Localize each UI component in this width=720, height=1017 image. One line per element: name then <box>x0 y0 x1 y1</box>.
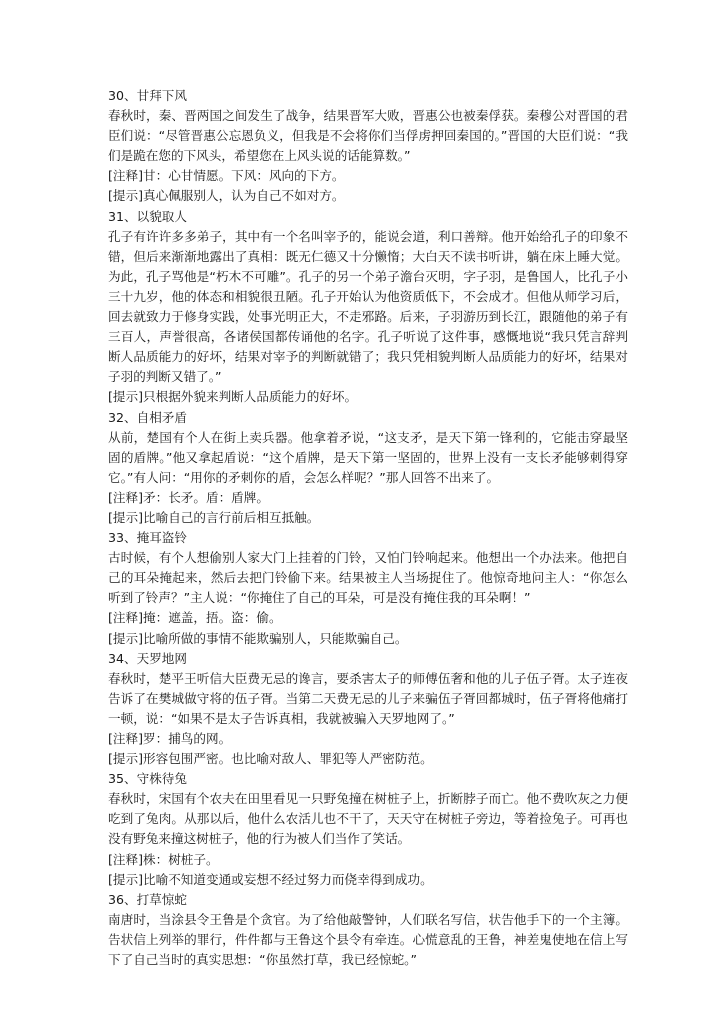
annotation-32: [注释]矛：长矛。盾：盾牌。 <box>108 489 269 505</box>
story-paragraph-34: 春秋时，楚平王听信大臣费无忌的谗言，要杀害太子的师傅伍奢和他的儿子伍子胥。太子连夜告诉了在樊城做守将的伍子胥。当第二天费无忌的儿子来骗伍子胥回都城时，伍子胥将他痛打一顿，说：“如果不是太子告诉真相，我就被骗入天罗地网了。” <box>108 670 628 726</box>
story-paragraph-36: 南唐时，当涂县令王鲁是个贪官。为了给他敲警钟，人们联名写信，状告他手下的一个主簿。告状信上列举的罪行，件件都与王鲁这个县令有牵连。心慌意乱的王鲁，神差鬼使地在信上写下了自己当时的真实思想：“你虽然打草，我已经惊蛇。” <box>108 911 628 968</box>
idiom-heading-34: 34、天罗地网 <box>108 650 187 666</box>
story-paragraph-33: 古时候，有个人想偷别人家大门上挂着的门铃，又怕门铃响起来。他想出一个办法来。他把自己的耳朵掩起来，然后去把门铃偷下来。结果被主人当场捉住了。他惊奇地问主人：“你怎么听到了铃声？”主人说：“你掩住了自己的耳朵，可是没有掩住我的耳朵啊！” <box>108 550 628 606</box>
idiom-heading-31: 31、以貌取人 <box>108 208 187 224</box>
annotation-33: [注释]掩：遮盖，捂。盗：偷。 <box>108 610 282 626</box>
hint-33: [提示]比喻所做的事情不能欺骗别人，只能欺骗自己。 <box>108 630 408 646</box>
story-paragraph-30: 春秋时，秦、晋两国之间发生了战争，结果晋军大败，晋惠公也被秦俘获。秦穆公对晋国的君臣们说：“尽管晋惠公忘恩负义，但我是不会将你们当俘虏押回秦国的。”晋国的大臣们说：“我们是跪在您的下风头，希望您在上风头说的话能算数。” <box>108 108 628 164</box>
idiom-heading-33: 33、掩耳盗铃 <box>108 530 187 546</box>
idiom-heading-36: 36、打草惊蛇 <box>108 891 187 907</box>
idiom-heading-35: 35、守株待兔 <box>108 771 187 787</box>
story-paragraph-31: 孔子有许许多多弟子，其中有一个名叫宰予的，能说会道，利口善辩。他开始给孔子的印象不错，但后来渐渐地露出了真相：既无仁德又十分懒惰；大白天不读书听讲，躺在床上睡大觉。为此，孔子骂他是“朽木不可雕”。孔子的另一个弟子澹台灭明，字子羽，是鲁国人，比孔子小三十九岁，他的体态和相貌很丑陋。孔子开始认为他资质低下，不会成才。但他从师学习后，回去就致力于修身实践，处事光明正大，不走邪路。后来，子羽游历到长江，跟随他的弟子有三百人，声誉很高，各诸侯国都传诵他的名字。孔子听说了这件事，感慨地说“我只凭言辞判断人品质能力的好坏，结果对宰予的判断就错了；我只凭相貌判断人品质能力的好坏，结果对子羽的判断又错了。” <box>108 228 628 385</box>
hint-31: [提示]只根据外貌来判断人品质能力的好坏。 <box>108 389 358 405</box>
hint-34: [提示]形容包围严密。也比喻对敌人、罪犯等人严密防范。 <box>108 751 433 767</box>
hint-35: [提示]比喻不知道变通或妄想不经过努力而侥幸得到成功。 <box>108 871 433 887</box>
annotation-35: [注释]株：树桩子。 <box>108 851 219 867</box>
story-paragraph-32: 从前，楚国有个人在街上卖兵器。他拿着矛说，“这支矛，是天下第一锋利的，它能击穿最坚固的盾牌。”他又拿起盾说：“这个盾牌，是天下第一坚固的，世界上没有一支长矛能够刺得穿它。”有人问：“用你的矛刺你的盾，会怎么样呢？”那人回答不出来了。 <box>108 429 628 485</box>
story-paragraph-35: 春秋时，宋国有个农夫在田里看见一只野兔撞在树桩子上，折断脖子而亡。他不费吹灰之力便吃到了兔肉。从那以后，他什么农活儿也不干了，天天守在树桩子旁边，等着捡兔子。可再也没有野兔来撞这树桩子，他的行为被人们当作了笑话。 <box>108 791 628 847</box>
idiom-heading-30: 30、甘拜下风 <box>108 88 187 103</box>
idiom-heading-32: 32、自相矛盾 <box>108 409 187 425</box>
hint-32: [提示]比喻自己的言行前后相互抵触。 <box>108 509 320 525</box>
annotation-34: [注释]罗：捕鸟的网。 <box>108 731 232 746</box>
hint-30: [提示]真心佩服别人，认为自己不如对方。 <box>108 188 345 204</box>
annotation-30: [注释]甘：心甘情愿。下风：风向的下方。 <box>108 168 345 184</box>
document-body <box>108 86 628 970</box>
